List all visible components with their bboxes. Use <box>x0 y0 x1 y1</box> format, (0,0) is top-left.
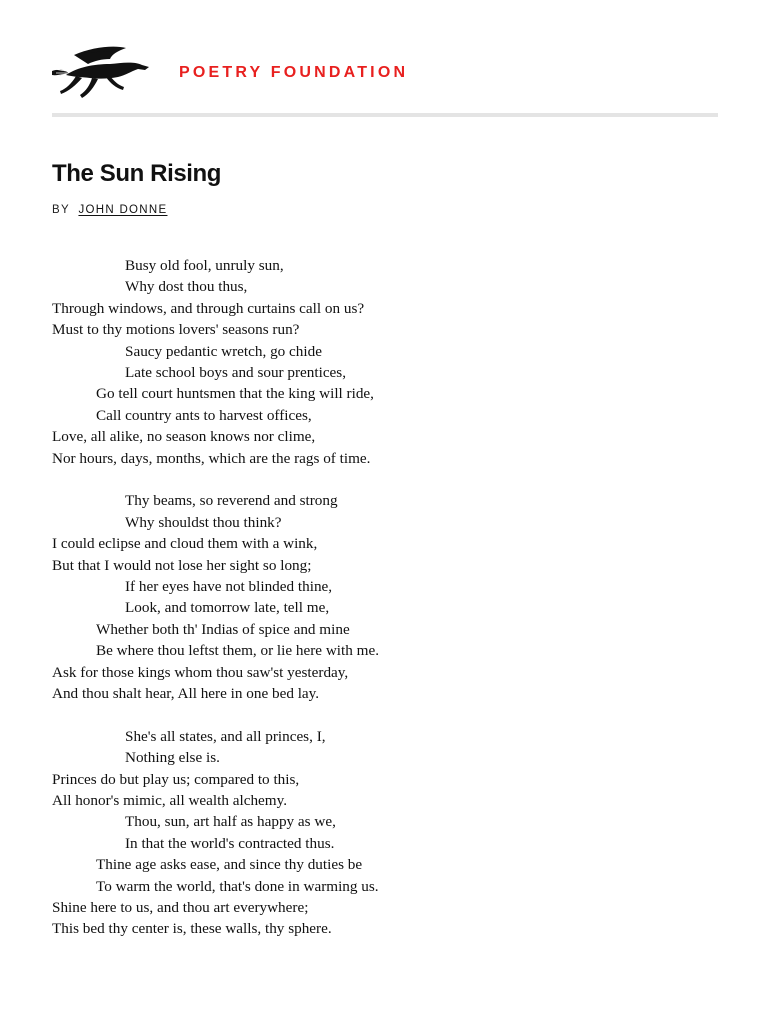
poem-line: All honor's mimic, all wealth alchemy. <box>52 791 287 809</box>
poem-line: I could eclipse and cloud them with a wink, <box>52 535 318 553</box>
poem-title: The Sun Rising <box>52 160 222 187</box>
poem-line: Princes do but play us; compared to this, <box>52 770 300 788</box>
pegasus-logo-icon[interactable] <box>52 45 152 101</box>
poem-line: Call country ants to harvest offices, <box>96 406 312 424</box>
poem-line: Be where thou leftst them, or lie here with me. <box>96 642 379 660</box>
poem-line: But that I would not lose her sight so long; <box>52 556 312 574</box>
poem-line: Go tell court huntsmen that the king will ride, <box>96 385 374 403</box>
poem-line: Whether both th' Indias of spice and mine <box>96 620 350 638</box>
poem-line: Nor hours, days, months, which are the rags of time. <box>52 449 371 467</box>
brand-wordmark[interactable]: POETRY FOUNDATION <box>179 64 409 81</box>
poem-line: Thy beams, so reverend and strong <box>125 492 338 510</box>
poem-line: Why dost thou thus, <box>125 278 248 296</box>
author-link[interactable]: JOHN DONNE <box>78 204 168 216</box>
poem-line: Why shouldst thou think? <box>125 513 282 531</box>
poem-line: Thine age asks ease, and since thy duties be <box>96 856 363 874</box>
poem-line: Shine here to us, and thou art everywhere; <box>52 898 309 916</box>
header-divider <box>52 113 718 117</box>
poem-line: Late school boys and sour prentices, <box>125 363 347 381</box>
poem-stanza <box>52 255 712 469</box>
poem-line: Must to thy motions lovers' seasons run? <box>52 321 300 339</box>
site-header <box>52 40 718 104</box>
poem-body <box>52 255 712 961</box>
poem-line: Ask for those kings whom thou saw'st yesterday, <box>52 663 349 681</box>
poem-line: She's all states, and all princes, I, <box>125 727 326 745</box>
poem-line: Love, all alike, no season knows nor clime, <box>52 428 316 446</box>
byline <box>52 204 167 216</box>
poem-line: This bed thy center is, these walls, thy sphere. <box>52 920 332 938</box>
poem-stanza <box>52 726 712 940</box>
poem-line: To warm the world, that's done in warming us. <box>96 877 379 895</box>
poem-line: Look, and tomorrow late, tell me, <box>125 599 330 617</box>
poem-line: Thou, sun, art half as happy as we, <box>125 813 336 831</box>
poem-line: Saucy pedantic wretch, go chide <box>125 342 322 360</box>
poem-line: In that the world's contracted thus. <box>125 834 335 852</box>
poem-line: If her eyes have not blinded thine, <box>125 577 333 595</box>
byline-label: BY <box>52 204 70 216</box>
poem-line: And thou shalt hear, All here in one bed lay. <box>52 684 320 702</box>
poem-line: Nothing else is. <box>125 749 220 767</box>
poem-stanza <box>52 490 712 704</box>
poem-line: Busy old fool, unruly sun, <box>125 257 284 274</box>
poem-line: Through windows, and through curtains call on us? <box>52 299 365 317</box>
